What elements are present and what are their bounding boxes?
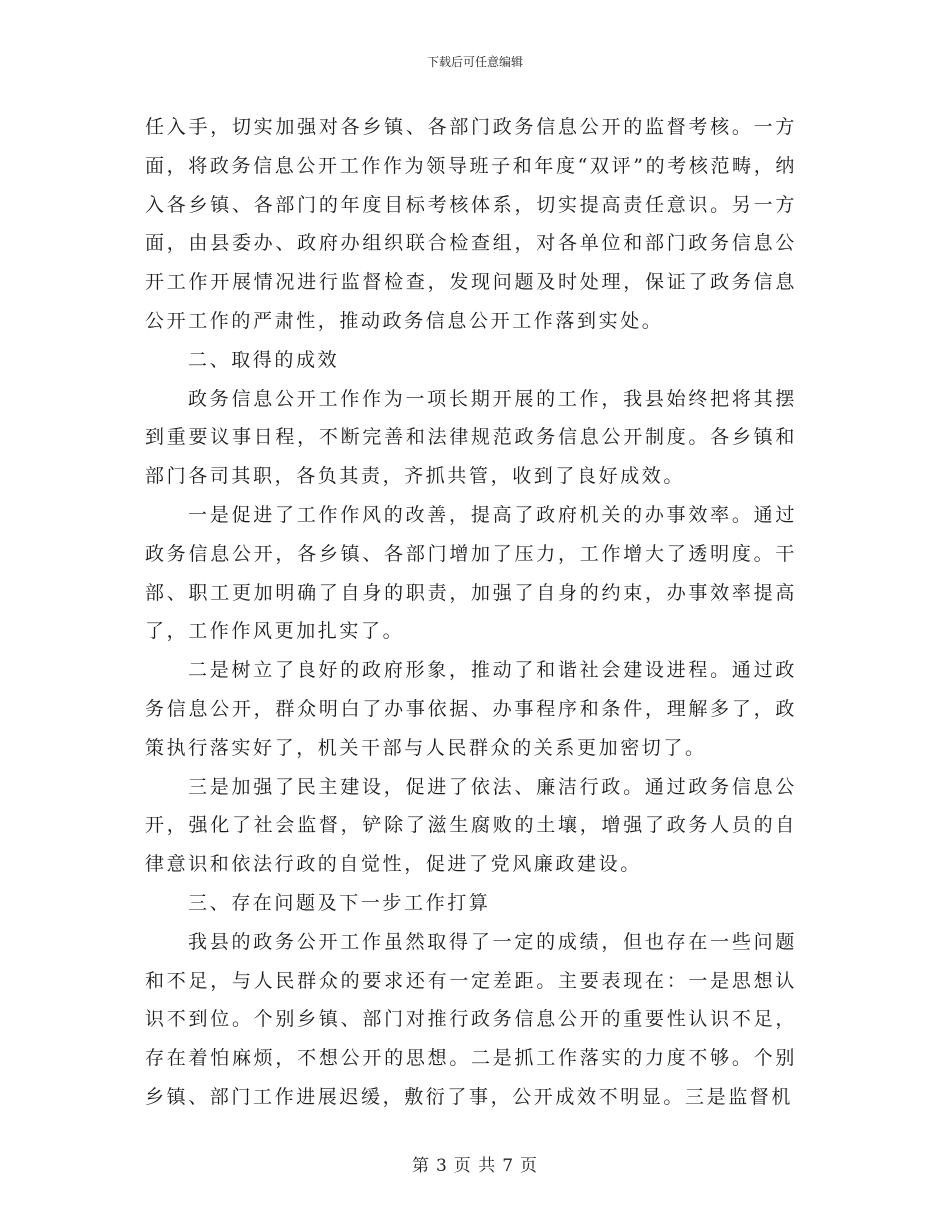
- document-body: [145, 108, 797, 1117]
- footer-total-pages: 7: [502, 1156, 515, 1176]
- footer-prefix: 第: [411, 1156, 430, 1176]
- paragraph-achievements-intro: 政务信息公开工作作为一项长期开展的工作，我县始终把将其摆到重要议事日程，不断完善和法律规范政务信息公开制度。各乡镇和部门各司其职，各负其责，齐抓共管，收到了良好成效。: [145, 387, 797, 488]
- footer-suffix: 页: [520, 1156, 539, 1176]
- footer-page-number: 3: [435, 1156, 448, 1176]
- page-header-note: 下载后可任意编辑: [426, 55, 523, 69]
- section-heading-achievements: 二、取得的成效: [188, 348, 340, 371]
- paragraph-achievement-one: 一是促进了工作作风的改善，提高了政府机关的办事效率。通过政务信息公开，各乡镇、各部门增加了压力，工作增大了透明度。干部、职工更加明确了自身的职责，加强了自身的约束，办事效率提高了，工作作风更加扎实了。: [145, 503, 797, 643]
- paragraph-achievement-three: 三是加强了民主建设，促进了依法、廉洁行政。通过政务信息公开，强化了社会监督，铲除了滋生腐败的土壤，增强了政务人员的自律意识和依法行政的自觉性，促进了党风廉政建设。: [145, 775, 797, 876]
- paragraph-problems: 我县的政务公开工作虽然取得了一定的成绩，但也存在一些问题和不足，与人民群众的要求还有一定差距。主要表现在：一是思想认识不到位。个别乡镇、部门对推行政务信息公开的重要性认识不足，存在着怕麻烦，不想公开的思想。二是抓工作落实的力度不够。个别乡镇、部门工作进展迟缓，敷衍了事，公开成效不明显。三是监督机: [145, 930, 797, 1108]
- footer-middle: 页 共: [453, 1156, 497, 1176]
- page-footer: [0, 1156, 950, 1176]
- section-heading-problems: 三、存在问题及下一步工作打算: [188, 891, 491, 914]
- paragraph-achievement-two: 二是树立了良好的政府形象，推动了和谐社会建设进程。通过政务信息公开，群众明白了办事依据、办事程序和条件，理解多了，政策执行落实好了，机关干部与人民群众的关系更加密切了。: [145, 659, 797, 759]
- paragraph-supervision: 任入手，切实加强对各乡镇、各部门政务信息公开的监督考核。一方面，将政务信息公开工作作为领导班子和年度“双评”的考核范畴，纳入各乡镇、各部门的年度目标考核体系，切实提高责任意识。另一方面，由县委办、政府办组织联合检查组，对各单位和部门政务信息公开工作开展情况进行监督检查，发现问题及时处理，保证了政务信息公开工作的严肃性，推动政务信息公开工作落到实处。: [145, 116, 797, 332]
